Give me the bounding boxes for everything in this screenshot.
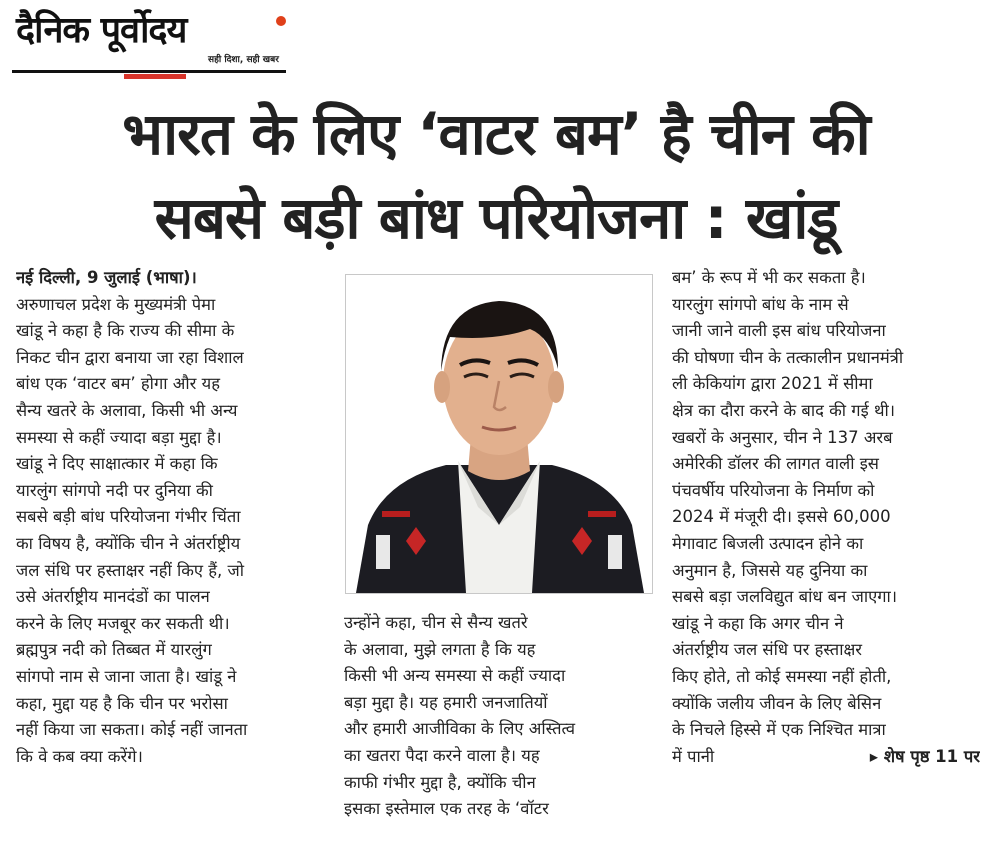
- article-line: 2024 में मंजूरी दी। इससे 60,000: [672, 507, 891, 527]
- article-last-line: [672, 744, 980, 771]
- article-dateline: नई दिल्ली, 9 जुलाई (भाषा)।: [16, 268, 197, 287]
- article-line: खांडू ने दिए साक्षात्कार में कहा कि: [16, 454, 218, 474]
- article-line: का विषय है, क्योंकि चीन ने अंतर्राष्ट्रीय: [16, 533, 241, 553]
- article-line: बांध एक ‘वाटर बम’ होगा और यह: [16, 374, 220, 394]
- masthead-red-bar: [124, 74, 186, 79]
- article-line: नहीं किया जा सकता। कोई नहीं जानता: [16, 720, 248, 740]
- article-line: और हमारी आजीविका के लिए अस्तित्व: [344, 719, 576, 739]
- article-line: खांडू ने कहा कि अगर चीन ने: [672, 613, 844, 633]
- article-line: निकट चीन द्वारा बनाया जा रहा विशाल: [16, 347, 244, 367]
- article-line: कि वे कब क्या करेंगे।: [16, 746, 143, 766]
- article-line: खबरों के अनुसार, चीन ने 137 अरब: [672, 427, 893, 447]
- article-column-3: [672, 265, 980, 770]
- article-line: सांगपो नाम से जाना जाता है। खांडू ने: [16, 666, 237, 686]
- article-column-2: [344, 610, 656, 823]
- article-line: किसी भी अन्य समस्या से कहीं ज्यादा: [344, 666, 566, 686]
- article-line: उन्होंने कहा, चीन से सैन्य खतरे: [344, 613, 528, 632]
- article-line: कहा, मुद्दा यह है कि चीन पर भरोसा: [16, 693, 228, 713]
- article-line: सबसे बड़ा जलविद्युत बांध बन जाएगा।: [672, 587, 898, 607]
- continued-on-page-link[interactable]: ▸ शेष पृष्ठ 11 पर: [869, 746, 980, 766]
- headline: [20, 92, 972, 260]
- article-line: अनुमान है, जिससे यह दुनिया का: [672, 560, 868, 580]
- article-line: करने के लिए मजबूर कर सकती थी।: [16, 613, 230, 633]
- article-line: काफी गंभीर मुद्दा है, क्योंकि चीन: [344, 772, 536, 792]
- article-line: जानी जाने वाली इस बांध परियोजना: [672, 321, 886, 341]
- article-line: की घोषणा चीन के तत्कालीन प्रधानमंत्री: [672, 347, 904, 367]
- headline-line-2: सबसे बड़ी बांध परियोजना : खांडू: [154, 184, 838, 252]
- article-line: क्षेत्र का दौरा करने के बाद की गई थी।: [672, 400, 896, 420]
- article-line-fragment: में पानी: [672, 746, 715, 766]
- article-line: बड़ा मुद्दा है। यह हमारी जनजातियों: [344, 692, 548, 712]
- headline-line-1: भारत के लिए ‘वाटर बम’ है चीन की: [122, 100, 870, 168]
- article-column-1: [16, 265, 332, 770]
- article-line: अमेरिकी डॉलर की लागत वाली इस: [672, 454, 879, 474]
- article-line: क्योंकि जलीय जीवन के लिए बेसिन: [672, 693, 882, 713]
- article-line: मेगावाट बिजली उत्पादन होने का: [672, 533, 864, 553]
- article-line: के निचले हिस्से में एक निश्चित मात्रा: [672, 720, 886, 740]
- article-line: खांडू ने कहा है कि राज्य की सीमा के: [16, 321, 235, 341]
- masthead-logo-text: दैनिक पूर्वोदय: [16, 10, 187, 51]
- masthead: [12, 8, 286, 74]
- article-line: अरुणाचल प्रदेश के मुख्यमंत्री पेमा: [16, 294, 216, 314]
- masthead-tagline: सही दिशा, सही खबर: [208, 55, 279, 65]
- portrait-illustration: [346, 275, 652, 593]
- article-line: उसे अंतर्राष्ट्रीय मानदंडों का पालन: [16, 587, 210, 607]
- article-line: बम’ के रूप में भी कर सकता है।: [672, 268, 866, 287]
- article-line: का खतरा पैदा करने वाला है। यह: [344, 745, 540, 765]
- article-line: के अलावा, मुझे लगता है कि यह: [344, 639, 536, 659]
- article-line: सैन्य खतरे के अलावा, किसी भी अन्य: [16, 400, 238, 420]
- article-line: ब्रह्मपुत्र नदी को तिब्बत में यारलुंग: [16, 640, 212, 660]
- article-line: इसका इस्तेमाल एक तरह के ‘वॉटर: [344, 799, 549, 819]
- article-line: यारलुंग सांगपो नदी पर दुनिया की: [16, 480, 213, 500]
- masthead-rule: [12, 70, 286, 73]
- article-line: ली केकियांग द्वारा 2021 में सीमा: [672, 374, 873, 394]
- article-line: जल संधि पर हस्ताक्षर नहीं किए हैं, जो: [16, 560, 245, 580]
- article-line: अंतर्राष्ट्रीय जल संधि पर हस्ताक्षर: [672, 640, 863, 660]
- article-line: किए होते, तो कोई समस्या नहीं होती,: [672, 666, 892, 686]
- logo-dot-icon: [276, 16, 286, 26]
- article-line: यारलुंग सांगपो बांध के नाम से: [672, 294, 849, 314]
- article-line: समस्या से कहीं ज्यादा बड़ा मुद्दा है।: [16, 427, 222, 447]
- photo-pema-khandu: [345, 274, 653, 594]
- article-line: सबसे बड़ी बांध परियोजना गंभीर चिंता: [16, 507, 241, 527]
- article-line: पंचवर्षीय परियोजना के निर्माण को: [672, 480, 875, 500]
